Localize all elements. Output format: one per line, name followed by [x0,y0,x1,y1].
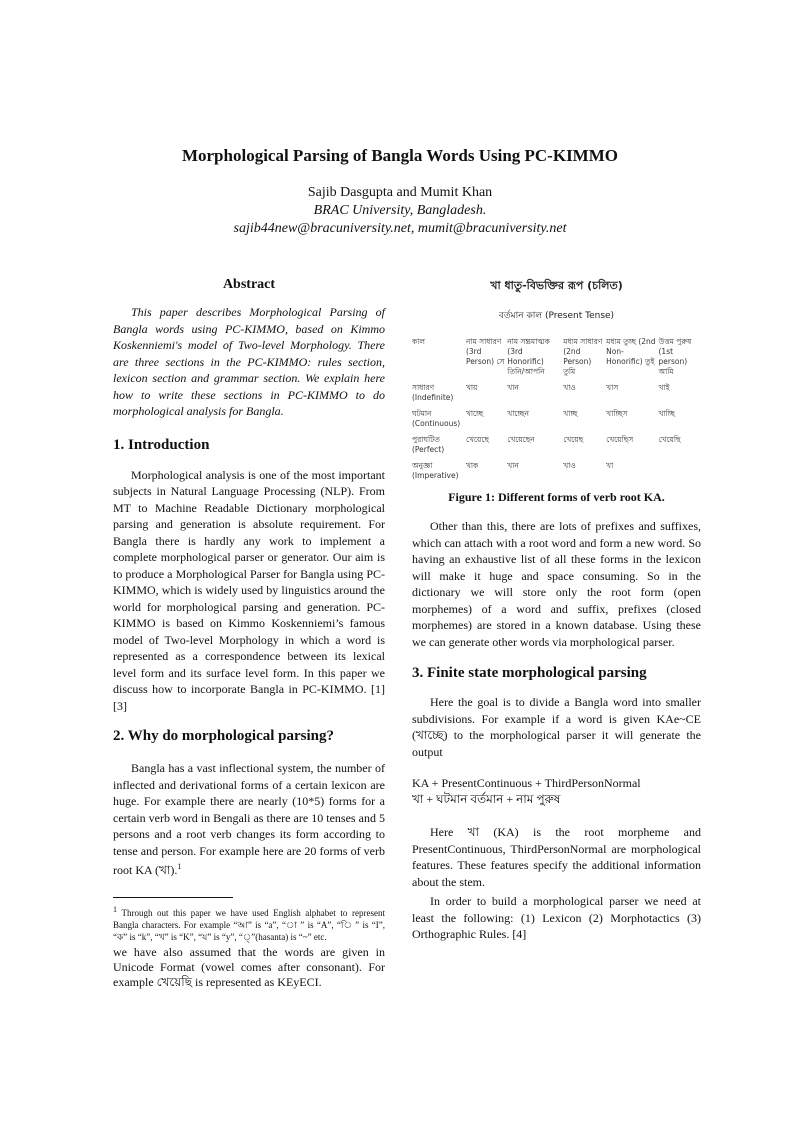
table-header-row [412,337,701,383]
abstract-text: This paper describes Morphological Parsing of Bangla words using PC-KIMMO, based on Kimmo Koskenniemi's model of Two-level Morphology. There are three sections in the PC-KIMMO: rules section, lexicon section and grammar section. We explain here how to write these sections in PC-KIMMO to do morphological analysis for Bangla. [113,305,385,418]
table-cell: খাক [465,461,479,470]
table-row [412,435,701,461]
table-cell: খান [507,461,519,470]
table-cell: খা [606,461,614,470]
footnote-text [113,904,385,943]
table-cell: খাচ্ছি [658,409,675,418]
table-header-cell: নাম সম্ভ্রমাত্মক (3rd Honorific) তিনি/আপনি [507,337,550,376]
footnote-mark: 1 [113,904,117,914]
section-heading-why-parsing: 2. Why do morphological parsing? [113,728,335,744]
figure-verb-forms [412,277,701,482]
table-cell: ঘটমান (Continuous) [412,409,461,428]
table-row [412,461,701,487]
table-cell: খাও [563,383,576,392]
finite-state-text: Here the goal is to divide a Bangla word into smaller subdivisions. For example if a word is given KAe~CE (খাচ্ছে) to the morphological parser it will generate the output [412,695,701,759]
table-header-cell: কাল [412,337,426,346]
section-heading-introduction: 1. Introduction [113,436,210,453]
left-column [113,277,385,990]
why-parsing-text [113,760,385,879]
table-cell: খেয়েছিস [606,435,634,444]
footnote-reference: 1 [177,862,182,871]
parser-requirements-text: In order to build a morphological parser we need at least the following: (1) Lexicon (2) Morphotactics (3) Orthographic Rules. [4] [412,894,701,941]
table-cell: খেয়েছ [563,435,584,444]
figure-caption: Figure 1: Different forms of verb root KA. [448,490,665,504]
table-header-cell: মধ্যম তুচ্ছ (2nd Non-Honorific) তুই [606,337,656,366]
table-header-cell: নাম সাধারণ (3rd Person) সে [465,337,505,366]
introduction-text: Morphological analysis is one of the most important subjects in Natural Language Processing (NLP). From MT to Machine Readable Dictionary morphological parsing and generation is absolute requirement. For Bangla there is hardly any work to implement a complete morphological parser or generator. Our aim is to produce a Morphological Parser for Bangla using PC-KIMMO, which is widely used by linguistics around the world for morphological parsing and generation. PC-KIMMO is based on Kimmo Koskenniemi’s famous model of Two-level Morphology in which a word is represented as a correspondence between its lexical level form and its surface level form. In this paper we discuss how to incorporate Bangla in PC-KIMMO. [1][3] [113,467,385,713]
author-names: Sajib Dasgupta and Mumit Khan [307,185,493,200]
table-cell: খাচ্ছেন [507,409,529,418]
table-cell: খাচ্ছে [465,409,484,418]
parse-output-formula: KA + PresentContinuous + ThirdPersonNormal [412,776,641,790]
verb-forms-table [412,337,701,487]
figure-title: খা ধাতু-বিভক্তির রূপ (চলিত) [490,279,623,292]
why-parsing-text-body: Bangla has a vast inflectional system, the number of inflected and derivational forms of a certain lexicon are huge. For example there are nearly (10*5) forms for a certain verb word in Bengali as there are 10 tenses and 5 persons and a root verb changes its form according to tense and person. For example here are 20 forms of verb root KA (খা). [113,761,385,877]
table-cell [659,461,702,487]
table-cell: অনুজ্ঞা (Imperative) [412,461,459,480]
table-header-cell: উত্তম পুরুষ (1st person) আমি [658,337,692,376]
affiliation: BRAC University, Bangladesh. [313,203,487,218]
table-row [412,383,701,409]
table-cell: খাও [563,461,576,470]
section-heading-finite-state: 3. Finite state morphological parsing [412,665,647,681]
table-cell: খাচ্ছিস [606,409,628,418]
table-row [412,409,701,435]
footnote-continuation: we have also assumed that the words are given in Unicode Format (vowel comes after consonant). For example খেয়েছি is represented as KEyECI. [113,944,385,989]
table-cell: খাস [606,383,619,392]
table-cell: খাই [658,383,670,392]
table-cell: পুরাঘটিত (Perfect) [412,435,445,454]
root-morpheme-text: Here খা (KA) is the root morpheme and PresentContinuous, ThirdPersonNormal are morphological features. These features specify the additional information about the stem. [412,825,701,889]
table-cell: খায় [465,383,478,392]
author-block [0,184,800,238]
parse-output-bangla: খা + ঘটমান বর্তমান + নাম পুরুষ [412,792,561,806]
table-cell: খান [507,383,519,392]
prefix-suffix-text: Other than this, there are lots of prefixes and suffixes, which can attach with a root word and form a new word. So having an exhaustive list of all these forms in the lexicon will make it huge and space consuming. So in the dictionary we will store only the root form (open morphemes) of a word and suffix, prefixes (closed morphemes) are stored in a known database. Using these we can generate other words via morphological parser. [412,519,701,649]
right-column [412,277,701,943]
table-cell: খেয়েছেন [507,435,535,444]
table-cell: খেয়েছে [465,435,489,444]
table-header-cell: মধ্যম সাধারণ (2nd Person) তুমি [563,337,603,376]
abstract-heading: Abstract [222,277,276,292]
table-cell: সাধারণ (Indefinite) [412,383,454,402]
table-cell: খাচ্ছ [563,409,578,418]
paper-title: Morphological Parsing of Bangla Words Using PC-KIMMO [181,146,619,165]
table-cell: খেয়েছি [658,435,681,444]
footnote-divider [113,897,233,898]
footnote-small-text: Through out this paper we have used English alphabet to represent Bangla characters. For example “আ” is “a”, “া ” is “A”, “ি ” is “I”, “ক” is “k”, “খ” is “K”, “য” is “y”, “্”(hasanta) is “~” etc. [113,907,385,942]
author-emails: sajib44new@bracuniversity.net, mumit@bracuniversity.net [233,221,567,236]
figure-subtitle: বর্তমান কাল (Present Tense) [498,311,615,321]
